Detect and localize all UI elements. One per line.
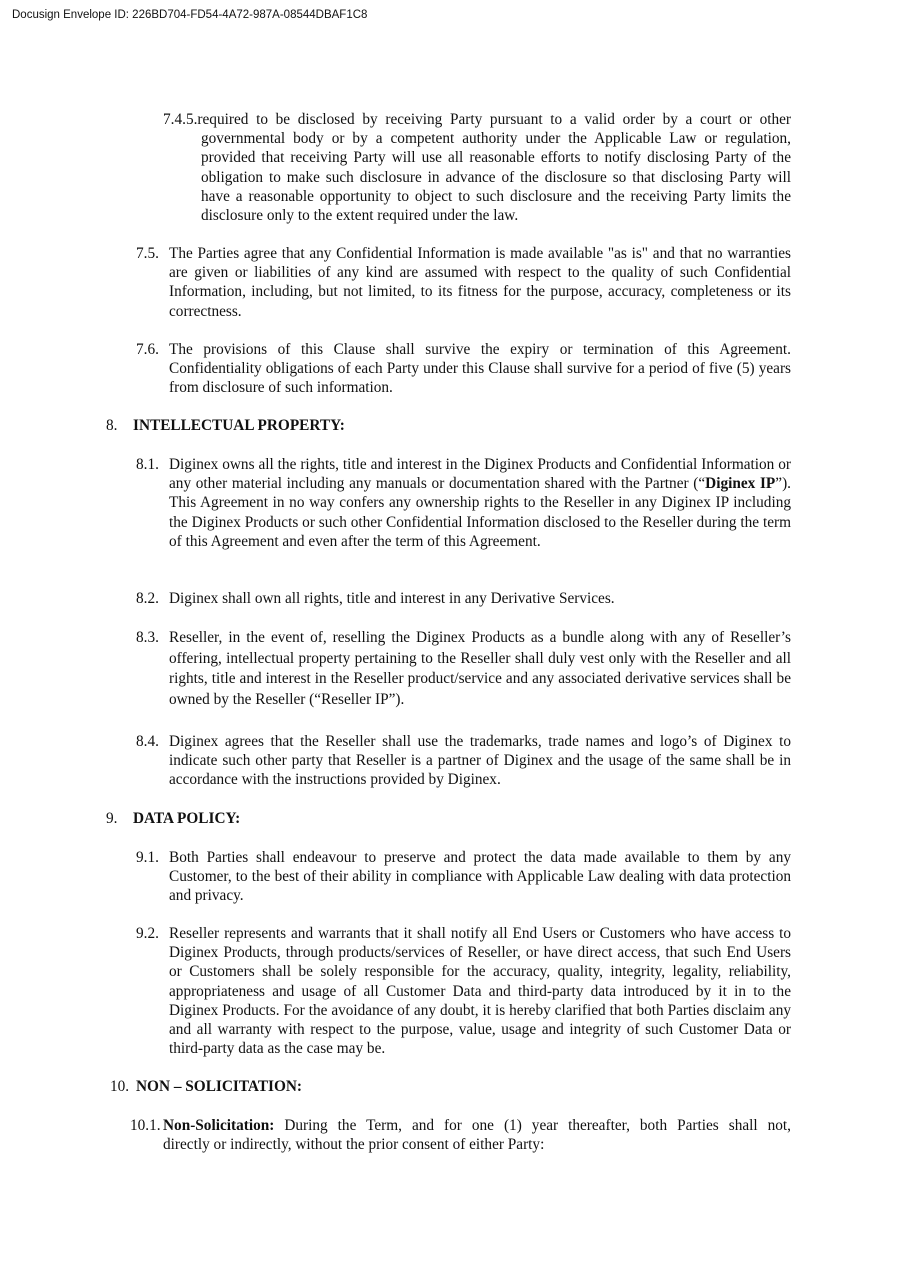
clause-number: 7.6. bbox=[136, 341, 159, 358]
clause-7-4-5-rest: governmental body or by a competent authority under the Applicable Law or regulation, provided that receiving Party will use all reasonable efforts to notify disclosing Party of the obligation to make such disclosure in advance of the disclosure so that disclosing Party will have a reasonable opportunity to object to such disclosure and the receiving Party limits the disclosure only to the extent required under the law. bbox=[201, 130, 791, 225]
clause-10-1 bbox=[130, 1116, 791, 1154]
section-number: 9. bbox=[106, 810, 118, 827]
clause-number: 8.3. bbox=[136, 629, 159, 646]
clause-text-part-b: ”). This Agreement in no way confers any ownership rights to the Reseller in any Diginex IP including the Diginex Products or such other Confidential Information disclosed to the Reseller during the term of this Agreement and even after the term of this Agreement. bbox=[169, 475, 791, 550]
clause-text: Diginex shall own all rights, title and interest in any Derivative Services. bbox=[169, 590, 615, 607]
clause-number: 10.1. bbox=[130, 1117, 161, 1134]
defined-term: Diginex IP bbox=[705, 475, 776, 493]
clause-7-4-5-first-line bbox=[163, 110, 791, 129]
clause-number: 7.4.5. bbox=[163, 111, 198, 128]
clause-9-1 bbox=[136, 848, 791, 906]
section-heading-9 bbox=[106, 809, 241, 828]
clause-8-3 bbox=[136, 628, 791, 711]
section-heading-10 bbox=[110, 1077, 303, 1096]
clause-text bbox=[169, 455, 791, 551]
clause-7-4-5 bbox=[163, 110, 791, 225]
clause-7-5 bbox=[136, 244, 791, 321]
clause-9-2 bbox=[136, 924, 791, 1058]
clause-text: Reseller represents and warrants that it shall notify all End Users or Customers who have access to Diginex Products, through products/services of Reseller, or have direct access, that such End Users or Customers shall be solely responsible for the accuracy, quality, integrity, legality, reliability, appropriateness and usage of all Customer Data and third-party data introduced by it in to the Diginex Products. For the avoidance of any doubt, it is hereby clarified that both Parties disclaim any and all warranty with respect to the purpose, value, usage and integrity of such Customer Data or third-party data as the case may be. bbox=[169, 925, 791, 1058]
section-title: NON – SOLICITATION: bbox=[136, 1078, 303, 1095]
clause-8-4 bbox=[136, 732, 791, 790]
section-heading-8 bbox=[106, 416, 345, 435]
clause-10-1-first-line bbox=[163, 1116, 791, 1135]
clause-text: Diginex agrees that the Reseller shall use the trademarks, trade names and logo’s of Diginex to indicate such other party that Reseller is a partner of Diginex and the usage of the same shall be in accordance with the instructions provided by Diginex. bbox=[169, 733, 791, 789]
clause-number: 8.2. bbox=[136, 590, 159, 607]
clause-text: required to be disclosed by receiving Party pursuant to a valid order by a court or other bbox=[197, 111, 791, 128]
clause-number: 8.4. bbox=[136, 733, 159, 750]
clause-heading: Non-Solicitation: bbox=[163, 1117, 275, 1134]
clause-number: 9.2. bbox=[136, 925, 159, 942]
clause-8-1 bbox=[136, 455, 791, 551]
section-title: DATA POLICY: bbox=[133, 810, 241, 827]
docusign-envelope-id: Docusign Envelope ID: 226BD704-FD54-4A72-987A-08544DBAF1C8 bbox=[12, 9, 368, 21]
clause-text: Reseller, in the event of, reselling the Diginex Products as a bundle along with any of Reseller’s offering, intellectual property pertaining to the Reseller shall duly vest only with the Reseller and all rights, title and interest in the Reseller product/service and any associated derivative services shall be owned by the Reseller (“Reseller IP”). bbox=[169, 629, 791, 709]
section-number: 10. bbox=[110, 1078, 130, 1095]
section-title: INTELLECTUAL PROPERTY: bbox=[133, 417, 345, 434]
clause-text: The provisions of this Clause shall survive the expiry or termination of this Agreement. Confidentiality obligations of each Party under this Clause shall survive for a period of five (5) years from disclosure of such information. bbox=[169, 341, 791, 397]
clause-number: 7.5. bbox=[136, 245, 159, 262]
section-number: 8. bbox=[106, 417, 118, 434]
clause-text-part-a: Diginex owns all the rights, title and interest in the Diginex Products and Confidential Information or any other material including any manuals or documentation shared with the Partner (“ bbox=[169, 456, 791, 493]
clause-8-2 bbox=[136, 589, 791, 608]
clause-number: 9.1. bbox=[136, 849, 159, 866]
clause-text: Both Parties shall endeavour to preserve and protect the data made available to them by any Customer, to the best of their ability in compliance with Applicable Law dealing with data protection and privacy. bbox=[169, 849, 791, 905]
clause-text: During the Term, and for one (1) year thereafter, both Parties shall not, bbox=[274, 1117, 791, 1134]
clause-text: The Parties agree that any Confidential Information is made available "as is" and that no warranties are given or liabilities of any kind are assumed with respect to the quality of such Confidential Information, including, but not limited, to its fitness for the purpose, accuracy, completeness or its correctness. bbox=[169, 245, 791, 320]
clause-7-6 bbox=[136, 340, 791, 398]
clause-10-1-rest: directly or indirectly, without the prior consent of either Party: bbox=[163, 1136, 545, 1154]
clause-number: 8.1. bbox=[136, 456, 159, 473]
